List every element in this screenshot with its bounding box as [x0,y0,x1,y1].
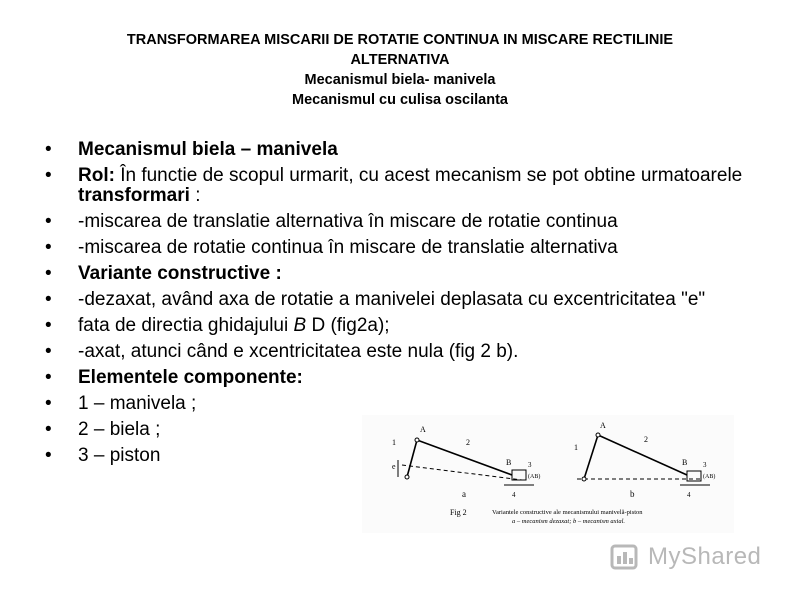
bullet-text: 1 – manivela ; [78,393,197,414]
mechanism-diagram [362,415,734,533]
bullet-text: 3 – piston [78,445,161,466]
mechanism-figure [362,415,734,533]
label-a-point: A [420,425,426,434]
bullet-item [45,238,745,258]
bullet-item [45,368,745,388]
role-end: : [189,185,201,206]
bullet-text: -axat, atunci când e xcentricitatea este nula (fig 2 b). [78,341,519,362]
bullet-item [45,394,745,414]
label-slider-num: 3 [528,461,532,469]
crank [407,440,417,477]
label-crank-num: 1 [392,438,396,447]
label-e: e [392,462,396,471]
label-b-point: B [682,458,688,467]
connecting-rod [417,440,512,475]
bullet-text-pre: fata de directia ghidajului [78,315,294,336]
bullet-item [45,264,745,284]
role-label: Rol: [78,165,115,186]
title-line-1: TRANSFORMAREA MISCARII DE ROTATIE CONTINUA IN MISCARE RECTILINIE [126,32,674,48]
label-fig-a: a [462,489,466,499]
label-fig-b: b [630,489,635,499]
title-line-2: ALTERNATIVA [350,52,450,68]
label-slider-num: 3 [703,461,707,469]
slider-block [512,470,526,480]
figure-caption-1: Variantele constructive ale mecanismului manivelă-piston [492,509,643,516]
bullet-text: 2 – biela ; [78,419,161,440]
bullet-text-post: D (fig2a); [306,315,390,336]
slide-title [40,30,760,110]
bullet-text-italic: B [293,315,307,336]
label-ab: (AB) [703,474,716,480]
bullet-heading: Variante constructive : [78,263,282,284]
label-rod-num: 2 [466,438,470,447]
bullet-heading: Mecanismul biela – manivela [78,139,338,160]
bullet-item [45,212,745,232]
joint-a [415,438,419,442]
bullet-heading: Elementele componente: [78,367,303,388]
label-ground-num: 4 [687,491,691,499]
bullet-text: -miscarea de translatie alternativa în miscare de rotatie continua [78,211,618,232]
label-rod-num: 2 [644,435,648,444]
bullet-text: -miscarea de rotatie continua în miscare de translatie alternativa [78,237,618,258]
figure-caption-2: a – mecanism dezaxat; b – mecanism axial. [512,518,626,525]
joint-a [596,433,600,437]
label-ground-num: 4 [512,491,516,499]
label-b-point: B [506,458,512,467]
role-text: În functie de scopul urmarit, cu acest mecanism se pot obtine urmatoarele [114,165,743,186]
figure-number: Fig 2 [450,508,467,517]
brand-watermark [608,537,778,577]
bullet-item [45,166,745,206]
crank-pivot [405,475,409,479]
bullet-item [45,316,745,336]
bullet-item [45,342,745,362]
subtitle-line-2: Mecanismul cu culisa oscilanta [292,92,508,108]
label-a-point: A [600,421,606,430]
label-crank-num: 1 [574,443,578,452]
crank [584,435,598,479]
role-emphasis: transformari [78,185,190,206]
bullet-item [45,290,745,310]
connecting-rod [598,435,687,475]
crank-pivot [582,477,586,481]
label-ab: (AB) [528,474,541,480]
brand-name: MyShared [648,543,762,570]
bullet-text: -dezaxat, având axa de rotatie a manivelei deplasata cu excentricitatea "e" [78,289,706,310]
bullet-item [45,140,745,160]
subtitle-line-1: Mecanismul biela- manivela [304,72,496,88]
brand-logo-icon [608,540,642,574]
